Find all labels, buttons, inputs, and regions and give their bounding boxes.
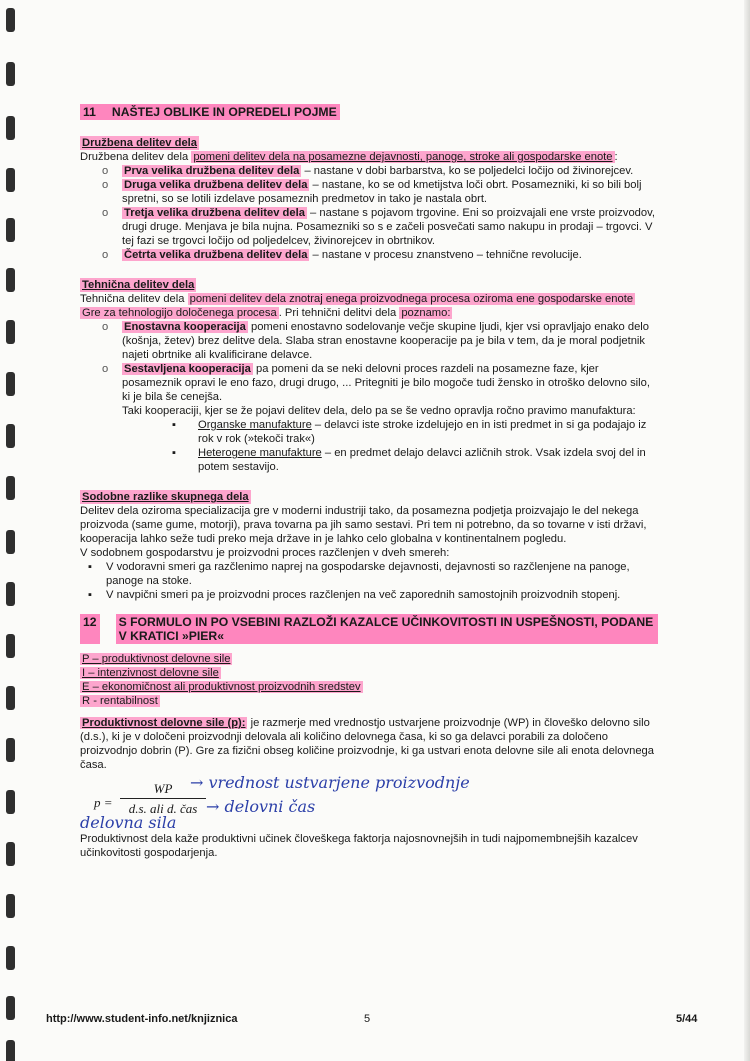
list-item: [172, 446, 658, 474]
list-item-text: pa pomeni da se neki delovni proces razdeli na posamezne faze, kjer posameznik opravi le eno fazo, drugi drugo, ... Pritegniti je bilo mogoče tudi žensko in otroško delovno silo, ki je bila še cenejša.: [122, 363, 650, 403]
subheading-tehnicna: Tehnična delitev dela: [82, 279, 195, 291]
subheading-druzbena: Družbena delitev dela: [82, 137, 198, 149]
paragraph-closing: Produktivnost dela kaže produktivni učinek človeškega faktorja najosnovnejših in tudi najpomembnejših kazalcev učinkovitosti gospodarjenja.: [80, 833, 638, 859]
list-item-text: – nastane v dobi barbarstva, ko se poljedelci ločijo od živinorejcev.: [301, 165, 634, 177]
bullet-marker: o: [102, 179, 109, 191]
text-run: Družbena delitev dela: [80, 151, 192, 163]
page-edge-shadow: [744, 0, 750, 1061]
bullet-marker: o: [102, 363, 109, 375]
list-item-head: Četrta velika družbena delitev dela: [124, 249, 308, 261]
list-item-text: V navpični smeri pa je proizvodni proces razčlenjen na več zaporednih samostojnih proizvodnih stopenj.: [106, 589, 621, 601]
section-number: 12: [80, 614, 100, 644]
list-item-head: Sestavljena kooperacija: [124, 363, 251, 375]
formula-numerator: WP: [120, 782, 206, 799]
punch-hole: [6, 116, 15, 140]
footer-page-total: 5/44: [676, 1013, 698, 1025]
handwritten-note: → vrednost ustvarjene proizvodnje: [190, 773, 470, 792]
bullet-marker: ▪: [172, 419, 176, 431]
punch-hole: [6, 476, 15, 500]
punch-hole: [6, 946, 15, 970]
list-item-text: – nastane, ko se od kmetijstva loči obrt. Posamezniki, ki so bili bolj spretni, so se lotili izdelave posameznih predmetov in tako je nastala obrt.: [122, 179, 642, 205]
bullet-marker: o: [102, 207, 109, 219]
footer-url: http://www.student-info.net/knjiznica: [46, 1013, 238, 1025]
list-item-head: Enostavna kooperacija: [124, 321, 246, 333]
formula-lhs: p =: [94, 795, 113, 810]
bullet-marker: o: [102, 321, 109, 333]
list-item: [88, 560, 658, 588]
punch-hole: [6, 894, 15, 918]
highlighted-text: pomeni delitev dela na posamezne dejavnosti, panoge, stroke ali gospodarske enote: [193, 151, 613, 163]
bullet-marker: ▪: [172, 447, 176, 459]
handwritten-note: → delovni čas: [206, 797, 316, 816]
paragraph-produktivnost: [80, 716, 658, 772]
section-title: NAŠTEJ OBLIKE IN OPREDELI POJME: [111, 105, 337, 119]
formula-block: [80, 773, 658, 832]
highlighted-text: poznamo:: [401, 307, 451, 319]
punch-hole: [6, 996, 15, 1020]
punch-hole: [6, 320, 15, 344]
highlighted-text: Gre za tehnologijo določenega procesa: [82, 307, 277, 319]
formula-denominator: d.s. ali d. čas: [128, 801, 198, 816]
list-item-text: pomeni enostavno sodelovanje večje skupine ljudi, kjer vsi opravljajo enako delo (košnja, žetev) brez delitve dela. Slaba stran enostavne kooperacije pa je bila v tem, da je moral podjetnik najeti obrtnike ali kvalificirane delavce.: [122, 321, 650, 361]
highlighted-text: pomeni delitev dela znotraj enega proizvodnega procesa oziroma ene gospodarske enote: [189, 293, 634, 305]
list-item-text: – en predmet delajo delavci azličnih strok. Vsak izdela svoj del in potem sestavijo.: [198, 447, 646, 473]
list-item: [102, 362, 658, 404]
punch-hole: [6, 530, 15, 554]
list-item-head: Heterogene manufakture: [198, 447, 322, 459]
list-item-text: V vodoravni smeri ga razčlenimo naprej na gospodarske dejavnosti, dejavnosti so razčlenjene na panoge, panoge na stoke.: [106, 561, 630, 587]
section-number: 11: [83, 105, 96, 119]
paragraph-razlike-line2: V sodobnem gospodarstvu je proizvodni proces razčlenjen v dveh smereh:: [80, 547, 450, 559]
punch-hole: [6, 1040, 15, 1061]
punch-hole: [6, 268, 15, 292]
punch-hole: [6, 842, 15, 866]
term-head: Produktivnost delovne sile (p):: [82, 717, 246, 729]
punch-hole: [6, 372, 15, 396]
bullet-marker: o: [102, 249, 109, 261]
bullet-marker: ▪: [88, 561, 92, 573]
punch-hole: [6, 634, 15, 658]
pier-list: [80, 652, 658, 708]
punch-hole: [6, 582, 15, 606]
punch-hole: [6, 218, 15, 242]
list-item-head: Tretja velika družbena delitev dela: [124, 207, 305, 219]
section-12-heading: [80, 614, 658, 644]
term-text: je razmerje med vrednostjo ustvarjene proizvodnje (WP) in človeško delovno silo (d.s.), ki je v določeni proizvodnji delovala ali količino delovnega časa, ki so ga delavci porabili za določeno proizvodnjo dobrin (P). Gre za fizični obseg količine proizvodnje, ki ga ustvari enota delovne sile ali enota delovnega časa.: [80, 717, 654, 771]
list-item-text: – delavci iste stroke izdelujejo en in isti predmet in si ga podajajo iz rok v rok (»tekoči trak«): [198, 419, 647, 445]
punch-hole: [6, 686, 15, 710]
punch-hole: [6, 168, 15, 192]
list-item-head: Druga velika družbena delitev dela: [124, 179, 308, 191]
section-title: S FORMULO IN PO VSEBINI RAZLOŽI KAZALCE UČINKOVITOSTI IN USPEŠNOSTI, PODANE V KRATICI »PIER«: [116, 614, 658, 644]
list-item: [102, 164, 658, 178]
document-body: [80, 100, 658, 860]
list-item: [88, 588, 658, 602]
punch-hole: [6, 8, 15, 32]
pier-item: I – intenzivnost delovne sile: [82, 667, 219, 679]
paragraph-razlike: Delitev dela oziroma specializacija gre v moderni industriji tako, da posamezna podjetja proizvajajo le del nekega proizvoda (same gume, motorji), prava tovarna pa jih samo sestavi. Pri tem ni potrebno, da so tovarne v isti državi, kooperacija lahko seže tudi preko meja države in je lahko celo globalna v kontinentalnem pogledu.: [80, 505, 647, 545]
paragraph-druzbena-intro: [80, 150, 658, 164]
bullet-marker: o: [102, 165, 109, 177]
list-item-head: Organske manufakture: [198, 419, 312, 431]
list-item-text: – nastane v procesu znanstveno – tehnične revolucije.: [309, 249, 582, 261]
subheading-razlike: Sodobne razlike skupnega dela: [82, 491, 249, 503]
punch-hole: [6, 738, 15, 762]
section-11-heading: [80, 104, 340, 120]
punch-hole: [6, 62, 15, 86]
punch-hole: [6, 424, 15, 448]
pier-item: R - rentabilnost: [82, 695, 158, 707]
handwritten-note: delovna sila: [80, 813, 177, 832]
punch-hole: [6, 790, 15, 814]
text-run: :: [614, 151, 618, 163]
bullet-marker: ▪: [88, 589, 92, 601]
list-item-head: Prva velika družbena delitev dela: [124, 165, 300, 177]
text-run: Tehnična delitev dela: [80, 293, 188, 305]
list-item: [102, 320, 658, 362]
pier-item: P – produktivnost delovne sile: [82, 653, 231, 665]
paragraph-manufaktura: Taki kooperaciji, kjer se že pojavi delitev dela, delo pa se še vedno opravlja ročno pravimo manufaktura:: [122, 405, 636, 417]
list-item: [102, 206, 658, 248]
list-item: [102, 248, 658, 262]
pier-item: E – ekonomičnost ali produktivnost proizvodnih sredstev: [82, 681, 361, 693]
list-item: [172, 418, 658, 446]
list-item-text: – nastane s pojavom trgovine. Eni so proizvajali ene vrste proizvodov, drugi druge. Menjava je bila nujna. Posamezniki so s e začeli posvečati samo nakupu in prodaji – trgovci. V tej fazi se trgovci ločijo od poljedelcev, živinorejcev in obrtnikov.: [122, 207, 655, 247]
footer-page-number: 5: [364, 1013, 371, 1025]
list-item: [102, 178, 658, 206]
paragraph-tehnicna-intro: [80, 292, 658, 320]
text-run: . Pri tehnični delitvi dela: [278, 307, 400, 319]
